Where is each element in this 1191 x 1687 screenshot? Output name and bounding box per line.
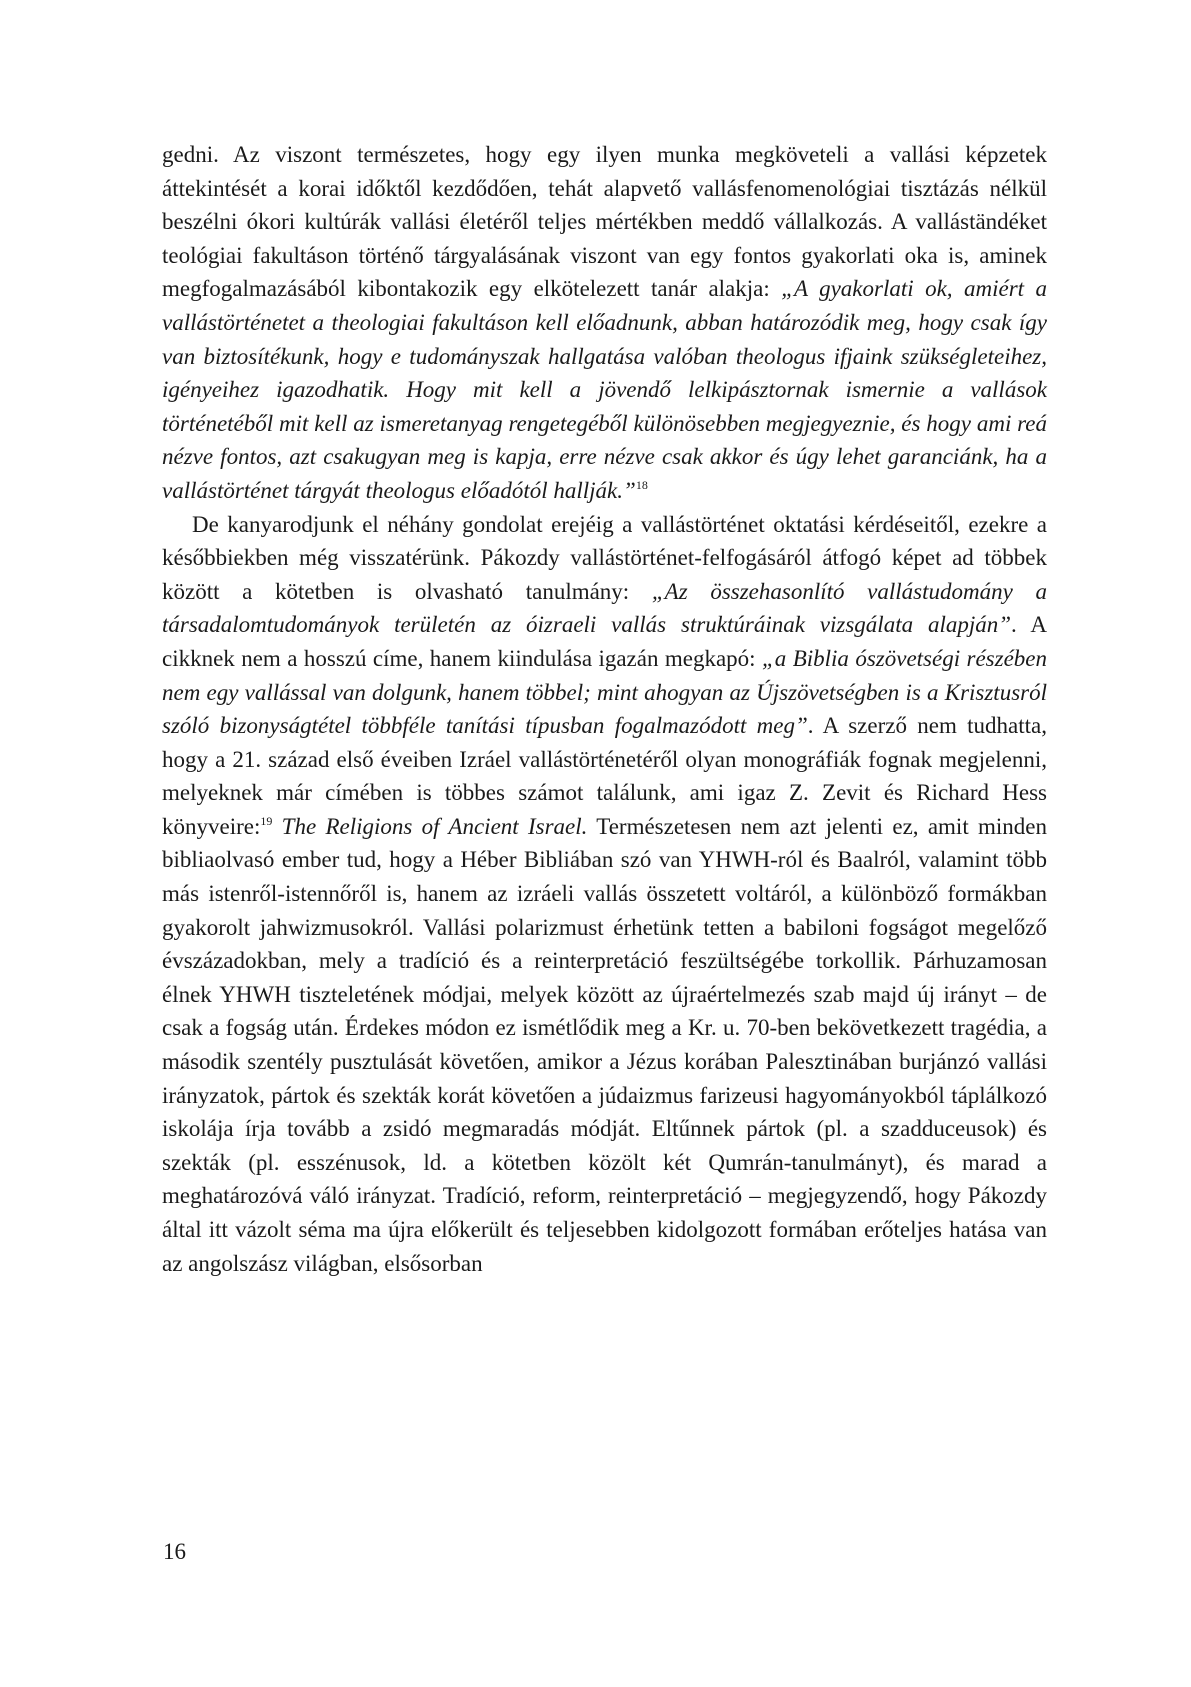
body-text: . A szerző nem tudhatta, hogy a 21. század első éveiben Izráel vallástörténetéről olyan monográfiák fognak megjelenni, melyeknek már címében is többes számot találunk, ami igaz Z. Zevit és Richard Hess könyveire:: [162, 713, 1047, 839]
italic-quote: The Religions of Ancient Israel.: [281, 813, 588, 839]
body-text: [272, 814, 281, 839]
page-body: [162, 138, 1047, 1280]
paragraph-pakozdy: [162, 508, 1047, 1281]
body-text: De kanyarodjunk el néhány gondolat erejéig a vallástörténet oktatási kérdéseitől, ezekre a későbbiekben még visszatérünk. Pákozdy vallástörténet-felfogásáról átfogó képet ad többek között a kötetben is olvasható tanulmány:: [162, 511, 1047, 604]
footnote-ref: 18: [635, 477, 648, 492]
body-text: . A cikknek nem a hosszú címe, hanem kiindulása igazán megkapó:: [162, 612, 1047, 671]
italic-quote: „A gyakorlati ok, amiért a vallástörténetet a theologiai fakultáson kell előadnunk, abban határozódik meg, hogy csak így van biztosítékunk, hogy e tudományszak hallgatása valóban theologus ifjaink szükségleteihez, igényeihez igazodhatik. Hogy mit kell a jövendő lelkipásztornak ismernie a vallások történetéből mit kell az ismeretanyag rengetegéből különösebben megjegyeznie, és hogy ami reá nézve fontos, azt csakugyan meg is kapja, erre nézve csak akkor és úgy lehet garanciánk, ha a vallástörténet tárgyát theologus előadótól hallják.”: [162, 276, 1047, 503]
paragraph-continuation: [162, 138, 1047, 508]
italic-quote: „Az összehasonlító vallástudomány a társadalomtudományok területén az óizraeli vallás struktúráinak vizsgálata alapján”: [162, 578, 1047, 638]
body-text: Természetesen nem azt jelenti ez, amit minden bibliaolvasó ember tud, hogy a Héber Bibliában szó van YHWH-ról és Baalról, valamint több más istenről-istennőről is, hanem az izráeli vallás összetett voltáról, a különböző formákban gyakorolt jahwizmusokról. Vallási polarizmust érhetünk tetten a babiloni fogságot megelőző évszázadokban, mely a tradíció és a reinterpretáció feszültségébe torkollik. Párhuzamosan élnek YHWH tiszteletének módjai, melyek között az újraértelmezés szab majd új irányt – de csak a fogság után. Érdekes módon ez ismétlődik meg a Kr. u. 70-ben bekövetkezett tragédia, a második szentély pusztulását követően, amikor a Jézus korában Palesztinában burjánzó vallási irányzatok, pártok és szekták korát követően a júdaizmus farizeusi hagyományokból táplálkozó iskolája írja tovább a zsidó megmaradás módját. Eltűnnek pártok (pl. a szadduceusok) és szekták (pl. esszénusok, ld. a kötetben közölt két Qumrán-tanulmányt), és marad a meghatározóvá váló irányzat. Tradíció, reform, reinterpretáció – megjegyzendő, hogy Pákozdy által itt vázolt séma ma újra előkerült és teljesebben kidolgozott formában erőteljes hatása van az angolszász világban, elsősorban: [162, 813, 1047, 1276]
footnote-ref: 19: [260, 813, 273, 828]
italic-quote: „a Biblia ószövetségi részében nem egy vallással van dolgunk, hanem többel; mint ahogyan az Újszövetségben is a Krisztusról szóló bizonyságtétel többféle tanítási típusban fogalmazódott meg”: [162, 645, 1048, 739]
page-number: 16: [163, 1539, 186, 1564]
body-text: gedni. Az viszont természetes, hogy egy ilyen munka megköveteli a vallási képzetek áttekintését a korai időktől kezdődően, tehát alapvető vallásfenomenológiai tisztázás nélkül beszélni ókori kultúrák vallási életéről teljes mértékben meddő vállalkozás. A valláständéket teológiai fakultáson történő tárgyalásának viszont van egy fontos gyakorlati oka is, aminek megfogalmazásából kibontakozik egy elkötelezett tanár alakja:: [162, 142, 1047, 302]
